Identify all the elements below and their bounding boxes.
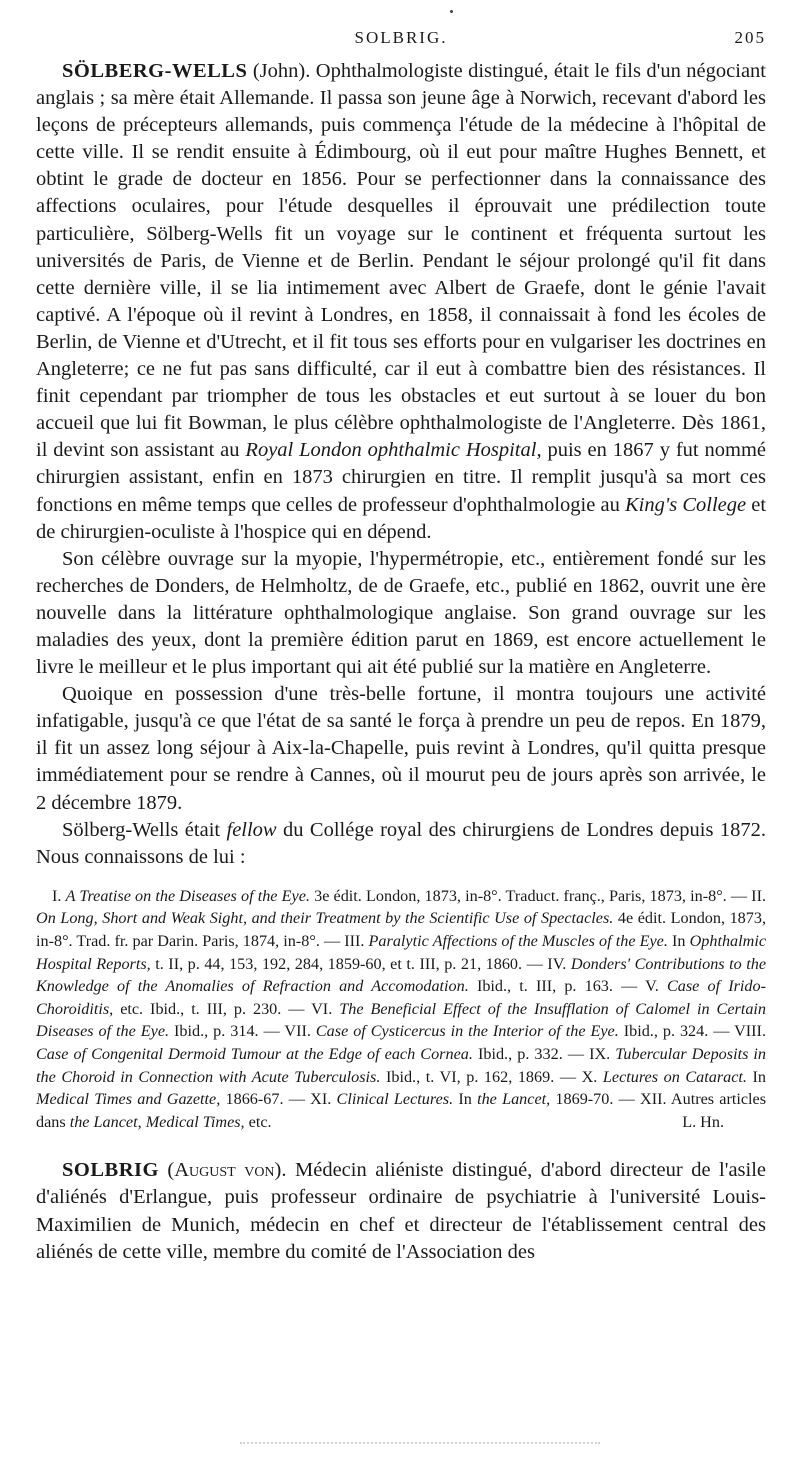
entry-paragraph: [36, 817, 766, 871]
paragraph-text: Sölberg-Wells était: [62, 818, 221, 841]
biblio-text: I.: [52, 886, 62, 905]
biblio-text: Ibid., p. 332. — IX.: [477, 1044, 611, 1063]
entry-given-name: (August von).: [167, 1159, 287, 1182]
paragraph-text: Ophthalmologiste distingué, était le fils d'un négociant anglais ; sa mère était Allemande. Il passa son jeune âge à Norwich, recevant d'abord les leçons de précepteurs allemands, puis commença l'étude de la médecine à l'hôpital de cette ville. Il se rendit ensuite à Édimbourg, où il eut pour maître Hughes Bennett, et obtint le grade de docteur en 1856. Pour se perfectionner dans la connaissance des affections oculaires, pour l'étude desquelles il éprouvait une prédilection toute particulière, Sölberg-Wells fit un voyage sur le continent et fréquenta surtout les universités de Paris, de Vienne et de Berlin. Pendant le séjour prolongé qu'il fit dans cette dernière ville, il se lia intimement avec Albert de Graefe, dont le génie l'avait captivé. A l'époque où il revint à Londres, en 1858, il connaissait à fond les écoles de Berlin, de Vienne et d'Utrecht, et il fit tous ses efforts pour en vulgariser les doctrines en Angleterre; ce ne fut pas sans difficulté, car il eut à combattre bien des résistances. Il finit cependant par triompher de tous les obstacles et eut surtout à se louer du bon accueil que lui fit Bowman, le plus célèbre ophthalmologiste de l'Angleterre. Dès 1861, il devint son assistant au: [36, 60, 766, 462]
biblio-text: Ibid., t. VI, p. 162, 1869. — X.: [385, 1067, 598, 1086]
biblio-text: In: [752, 1067, 767, 1086]
paragraph-text: et de chirurgien-oculiste à l'hospice qui en dépend.: [36, 493, 767, 543]
entry-paragraph: [36, 1157, 766, 1265]
biblio-text: In: [672, 932, 686, 950]
italic-text: King's College: [624, 493, 747, 516]
biblio-title: the Lancet, Medical Times,: [69, 1112, 245, 1131]
entry-solberg-wells: [36, 58, 766, 1133]
paragraph-text: Médecin aliéniste distingué, d'abord directeur de l'asile d'aliénés d'Erlangue, puis professeur ordinaire de psychiatrie à l'université Louis-Maximilien de Munich, médecin en chef et directeur de l'établissement central des aliénés de cette ville, membre du comité de l'Association des: [36, 1159, 767, 1263]
entry-paragraph: Son célèbre ouvrage sur la myopie, l'hypermétropie, etc., entièrement fondé sur les recherches de Donders, de Helmholtz, de de Graefe, etc., publié en 1862, ouvrit une ère nouvelle dans la littérature ophthalmologique anglaise. Son grand ouvrage sur les maladies des yeux, dont la première édition parut en 1869, est encore actuellement le livre le meilleur et le plus important qui ait été publié sur la matière en Angleterre.: [36, 547, 766, 679]
biblio-title: Tubercular Deposits in the Choroid in Connection with Acute Tuberculosis.: [36, 1044, 767, 1086]
paragraph-text: puis en 1867 y fut nommé chirurgien assistant, enfin en 1873 chirurgien en titre. Il remplit jusqu'à sa mort ces fonctions en même temps que celles de professeur d'ophthalmologie au: [36, 439, 767, 516]
biblio-title: Medical Times and Gazette,: [36, 1090, 221, 1109]
author-signature: L. Hn.: [682, 1112, 724, 1131]
italic-text: Royal London ophthalmic Hospital,: [245, 439, 542, 462]
entry-headword: SÖLBERG-WELLS: [62, 60, 248, 82]
running-head: [36, 28, 766, 58]
biblio-text: 3e édit. London, 1873, in-8°. Traduct. franç., Paris, 1873, in-8°. — II.: [314, 886, 767, 905]
biblio-text: 1869-70. — XII. Autres articles dans: [36, 1090, 767, 1131]
biblio-title: Case of Cysticercus in the Interior of the Eye.: [315, 1022, 619, 1041]
biblio-text: 4e édit. London, 1873, in-8°. Trad. fr. par Darin. Paris, 1874, in-8°. — III.: [36, 909, 766, 950]
entry-headword: SOLBRIG: [62, 1159, 159, 1182]
page-number: 205: [734, 28, 766, 47]
entry-solbrig: [36, 1157, 766, 1265]
biblio-text: etc. Ibid., t. III, p. 230. — VI.: [120, 999, 333, 1018]
biblio-title: A Treatise on the Diseases of the Eye.: [65, 886, 310, 905]
biblio-title: On Long, Short and Weak Sight, and their Treatment by the Scientific Use of Spectacles.: [36, 909, 614, 928]
biblio-title: Case of Irido-Choroiditis,: [36, 977, 767, 1018]
italic-text: fellow: [226, 818, 277, 841]
entry-paragraph: Quoique en possession d'une très-belle fortune, il montra toujours une activité infatigable, jusqu'à ce que l'état de sa santé le força à prendre un peu de repos. En 1879, il fit un assez long séjour à Aix-la-Chapelle, puis revint à Londres, qu'il quitta presque immédiatement pour se rendre à Cannes, où il mourut peu de jours après son arrivée, le 2 décembre 1879.: [36, 683, 766, 814]
running-title: SOLBRIG.: [354, 28, 448, 47]
biblio-text: t. II, p. 44, 153, 192, 284, 1859-60, et t. III, p. 21, 1860. — IV.: [155, 954, 567, 973]
biblio-text: 1866-67. — XI.: [225, 1090, 332, 1109]
entry-paragraph: [36, 58, 766, 546]
biblio-title: The Beneficial Effect of the Insufflation of Calomel in Certain Diseases of the Eye.: [36, 999, 767, 1041]
biblio-title: the Lancet,: [477, 1090, 551, 1109]
biblio-title: Clinical Lectures.: [336, 1090, 454, 1109]
print-speck: [450, 10, 453, 13]
biblio-text: Ibid., p. 314. — VII.: [174, 1022, 311, 1041]
bibliography: [36, 885, 766, 1134]
biblio-title: Ophthalmic Hospital Reports,: [36, 932, 767, 973]
scan-noise: [240, 1442, 600, 1448]
biblio-text: In: [458, 1090, 472, 1109]
biblio-title: Lectures on Cataract.: [602, 1067, 747, 1086]
biblio-text: Ibid., t. III, p. 163. — V.: [476, 977, 659, 996]
biblio-text: etc.: [248, 1112, 272, 1131]
biblio-title: Paralytic Affections of the Muscles of the Eye.: [368, 932, 668, 950]
entry-given-name: (John).: [252, 60, 311, 82]
document-page: [36, 28, 766, 1266]
biblio-title: Donders' Contributions to the Knowledge of the Anomalies of Refraction and Accomodation.: [36, 954, 767, 996]
paragraph-text: du Collége royal des chirurgiens de Londres depuis 1872. Nous connaissons de lui :: [36, 818, 766, 868]
biblio-title: Case of Congenital Dermoid Tumour at the Edge of each Cornea.: [36, 1044, 473, 1063]
biblio-text: Ibid., p. 324. — VIII.: [623, 1022, 766, 1041]
